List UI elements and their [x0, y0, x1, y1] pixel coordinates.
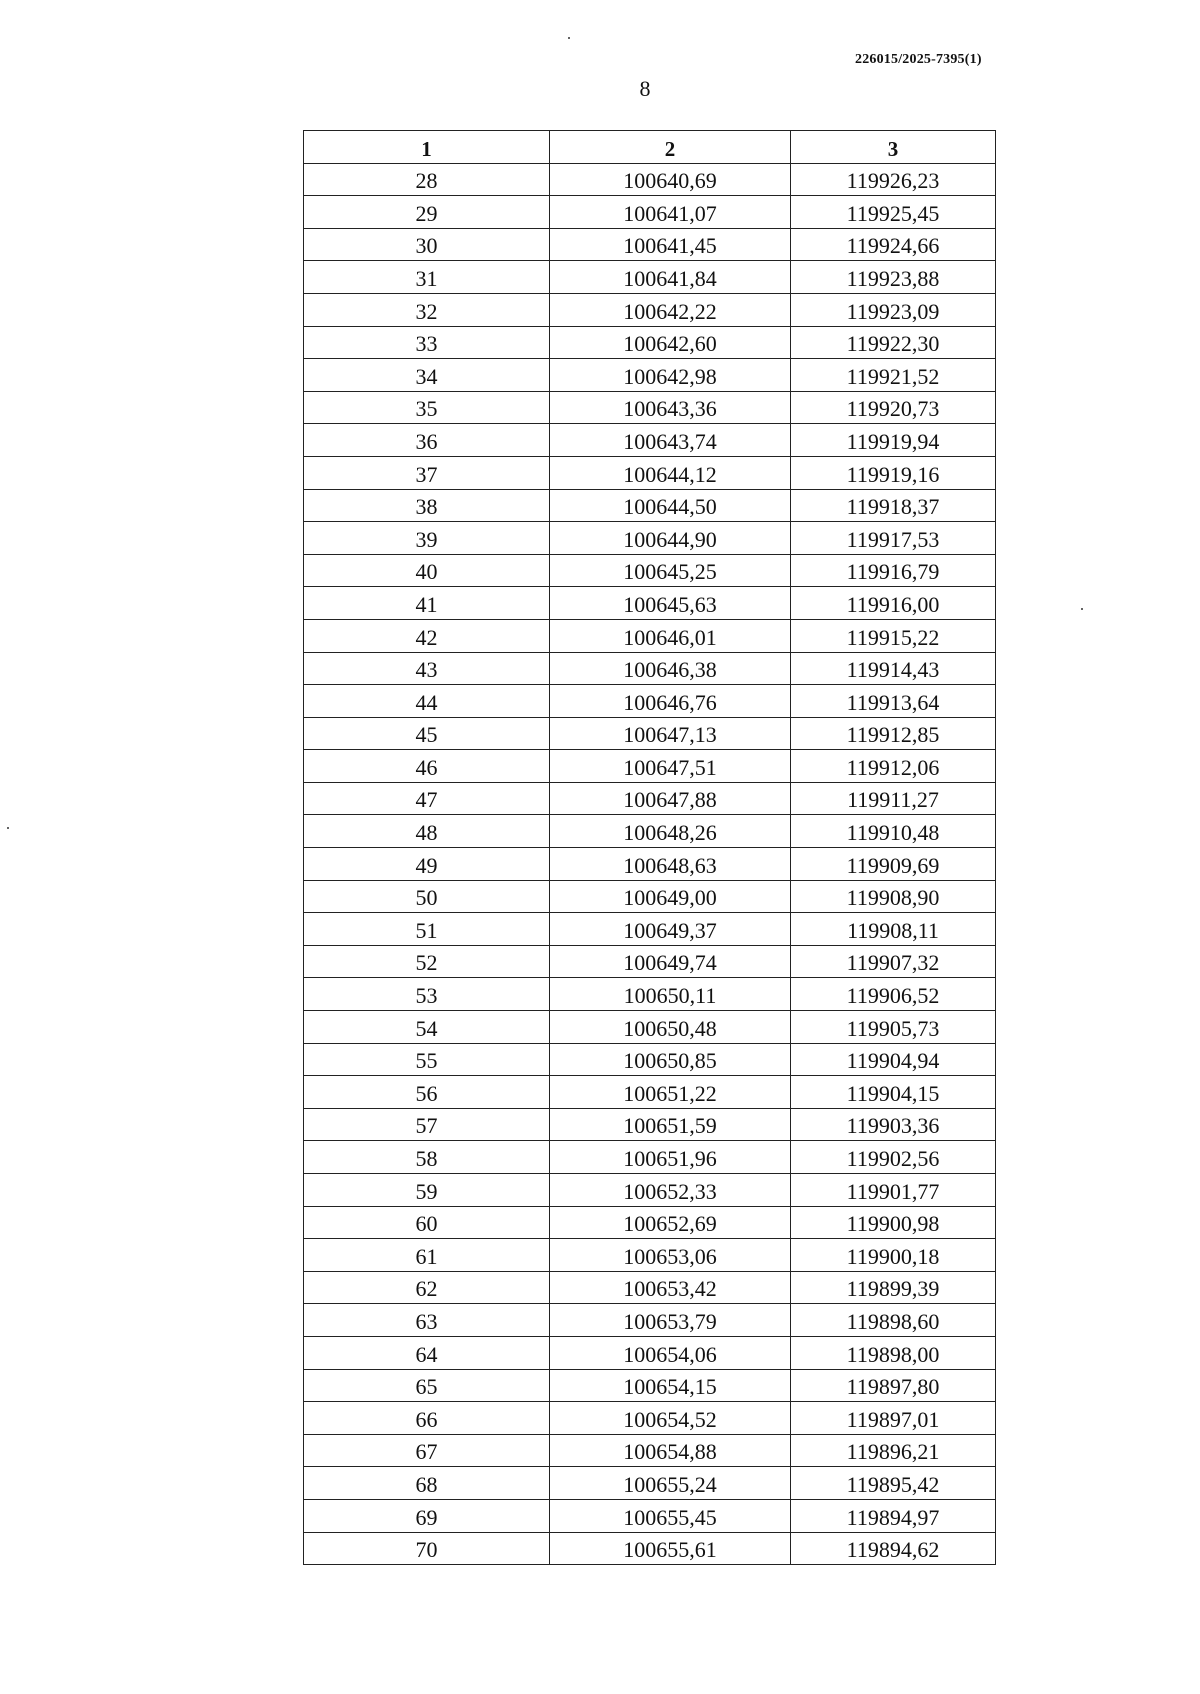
point-number-cell: 41: [304, 587, 550, 620]
table-row: [304, 391, 996, 424]
x-coordinate-cell: 100654,88: [550, 1434, 791, 1467]
x-coordinate-cell: 100649,74: [550, 945, 791, 978]
y-coordinate-cell: 119926,23: [791, 163, 996, 196]
column-header: 3: [791, 131, 996, 164]
x-coordinate-cell: 100641,45: [550, 228, 791, 261]
y-coordinate-cell: 119897,01: [791, 1402, 996, 1435]
table-row: [304, 1108, 996, 1141]
point-number-cell: 52: [304, 945, 550, 978]
table-row: [304, 424, 996, 457]
x-coordinate-cell: 100644,90: [550, 522, 791, 555]
point-number-cell: 38: [304, 489, 550, 522]
y-coordinate-cell: 119916,79: [791, 554, 996, 587]
point-number-cell: 42: [304, 619, 550, 652]
table-row: [304, 1434, 996, 1467]
point-number-cell: 66: [304, 1402, 550, 1435]
page-number: 8: [639, 76, 651, 101]
x-coordinate-cell: 100651,96: [550, 1141, 791, 1174]
x-coordinate-cell: 100646,38: [550, 652, 791, 685]
y-coordinate-cell: 119899,39: [791, 1271, 996, 1304]
column-header: 2: [550, 131, 791, 164]
table-row: [304, 978, 996, 1011]
y-coordinate-cell: 119904,15: [791, 1076, 996, 1109]
y-coordinate-cell: 119901,77: [791, 1174, 996, 1207]
x-coordinate-cell: 100641,07: [550, 196, 791, 229]
table-row: [304, 1271, 996, 1304]
table-row: [304, 1369, 996, 1402]
table-row: [304, 196, 996, 229]
table-row: [304, 782, 996, 815]
y-coordinate-cell: 119900,98: [791, 1206, 996, 1239]
document-number: 226015/2025-7395(1): [855, 52, 982, 67]
y-coordinate-cell: 119924,66: [791, 228, 996, 261]
point-number-cell: 51: [304, 913, 550, 946]
point-number-cell: 48: [304, 815, 550, 848]
y-coordinate-cell: 119921,52: [791, 359, 996, 392]
table-row: [304, 750, 996, 783]
x-coordinate-cell: 100642,98: [550, 359, 791, 392]
table-row: [304, 293, 996, 326]
x-coordinate-cell: 100642,60: [550, 326, 791, 359]
point-number-cell: 58: [304, 1141, 550, 1174]
x-coordinate-cell: 100651,59: [550, 1108, 791, 1141]
point-number-cell: 55: [304, 1043, 550, 1076]
table-row: [304, 913, 996, 946]
y-coordinate-cell: 119917,53: [791, 522, 996, 555]
table-row: [304, 652, 996, 685]
point-number-cell: 65: [304, 1369, 550, 1402]
y-coordinate-cell: 119908,90: [791, 880, 996, 913]
y-coordinate-cell: 119923,88: [791, 261, 996, 294]
point-number-cell: 40: [304, 554, 550, 587]
y-coordinate-cell: 119912,85: [791, 717, 996, 750]
point-number-cell: 37: [304, 456, 550, 489]
scan-speck: [568, 37, 570, 39]
table-row: [304, 1206, 996, 1239]
y-coordinate-cell: 119895,42: [791, 1467, 996, 1500]
table-row: [304, 848, 996, 881]
point-number-cell: 54: [304, 1011, 550, 1044]
x-coordinate-cell: 100645,63: [550, 587, 791, 620]
y-coordinate-cell: 119925,45: [791, 196, 996, 229]
y-coordinate-cell: 119923,09: [791, 293, 996, 326]
x-coordinate-cell: 100644,50: [550, 489, 791, 522]
x-coordinate-cell: 100650,11: [550, 978, 791, 1011]
y-coordinate-cell: 119903,36: [791, 1108, 996, 1141]
table-row: [304, 880, 996, 913]
point-number-cell: 34: [304, 359, 550, 392]
x-coordinate-cell: 100653,42: [550, 1271, 791, 1304]
y-coordinate-cell: 119905,73: [791, 1011, 996, 1044]
table-row: [304, 1499, 996, 1532]
point-number-cell: 47: [304, 782, 550, 815]
y-coordinate-cell: 119920,73: [791, 391, 996, 424]
table-row: [304, 1076, 996, 1109]
y-coordinate-cell: 119902,56: [791, 1141, 996, 1174]
point-number-cell: 29: [304, 196, 550, 229]
column-header: 1: [304, 131, 550, 164]
x-coordinate-cell: 100643,74: [550, 424, 791, 457]
x-coordinate-cell: 100646,01: [550, 619, 791, 652]
table-row: [304, 1141, 996, 1174]
y-coordinate-cell: 119915,22: [791, 619, 996, 652]
point-number-cell: 60: [304, 1206, 550, 1239]
table-body: [304, 163, 996, 1565]
point-number-cell: 50: [304, 880, 550, 913]
y-coordinate-cell: 119900,18: [791, 1239, 996, 1272]
point-number-cell: 32: [304, 293, 550, 326]
table-row: [304, 522, 996, 555]
point-number-cell: 68: [304, 1467, 550, 1500]
y-coordinate-cell: 119916,00: [791, 587, 996, 620]
x-coordinate-cell: 100653,06: [550, 1239, 791, 1272]
table-row: [304, 228, 996, 261]
y-coordinate-cell: 119894,62: [791, 1532, 996, 1565]
point-number-cell: 44: [304, 685, 550, 718]
point-number-cell: 59: [304, 1174, 550, 1207]
point-number-cell: 33: [304, 326, 550, 359]
x-coordinate-cell: 100655,24: [550, 1467, 791, 1500]
point-number-cell: 53: [304, 978, 550, 1011]
point-number-cell: 63: [304, 1304, 550, 1337]
table-row: [304, 326, 996, 359]
x-coordinate-cell: 100652,33: [550, 1174, 791, 1207]
y-coordinate-cell: 119911,27: [791, 782, 996, 815]
table-row: [304, 261, 996, 294]
table-row: [304, 359, 996, 392]
table-header-row: [304, 131, 996, 164]
table-row: [304, 1011, 996, 1044]
x-coordinate-cell: 100650,85: [550, 1043, 791, 1076]
point-number-cell: 49: [304, 848, 550, 881]
y-coordinate-cell: 119910,48: [791, 815, 996, 848]
y-coordinate-cell: 119894,97: [791, 1499, 996, 1532]
table-row: [304, 163, 996, 196]
point-number-cell: 69: [304, 1499, 550, 1532]
y-coordinate-cell: 119919,94: [791, 424, 996, 457]
point-number-cell: 35: [304, 391, 550, 424]
x-coordinate-cell: 100654,06: [550, 1336, 791, 1369]
table-row: [304, 945, 996, 978]
x-coordinate-cell: 100654,15: [550, 1369, 791, 1402]
point-number-cell: 57: [304, 1108, 550, 1141]
scan-speck: [7, 827, 9, 829]
y-coordinate-cell: 119913,64: [791, 685, 996, 718]
x-coordinate-cell: 100644,12: [550, 456, 791, 489]
table-row: [304, 1043, 996, 1076]
x-coordinate-cell: 100647,13: [550, 717, 791, 750]
x-coordinate-cell: 100648,63: [550, 848, 791, 881]
x-coordinate-cell: 100655,45: [550, 1499, 791, 1532]
table-row: [304, 717, 996, 750]
y-coordinate-cell: 119897,80: [791, 1369, 996, 1402]
table-row: [304, 1532, 996, 1565]
point-number-cell: 28: [304, 163, 550, 196]
coordinates-table: [303, 130, 996, 1565]
x-coordinate-cell: 100649,37: [550, 913, 791, 946]
table-row: [304, 685, 996, 718]
x-coordinate-cell: 100655,61: [550, 1532, 791, 1565]
x-coordinate-cell: 100647,88: [550, 782, 791, 815]
x-coordinate-cell: 100646,76: [550, 685, 791, 718]
x-coordinate-cell: 100647,51: [550, 750, 791, 783]
table-row: [304, 1467, 996, 1500]
y-coordinate-cell: 119909,69: [791, 848, 996, 881]
table-row: [304, 1336, 996, 1369]
table-row: [304, 1174, 996, 1207]
point-number-cell: 30: [304, 228, 550, 261]
point-number-cell: 64: [304, 1336, 550, 1369]
x-coordinate-cell: 100654,52: [550, 1402, 791, 1435]
x-coordinate-cell: 100640,69: [550, 163, 791, 196]
table-row: [304, 456, 996, 489]
y-coordinate-cell: 119922,30: [791, 326, 996, 359]
x-coordinate-cell: 100645,25: [550, 554, 791, 587]
table-row: [304, 619, 996, 652]
point-number-cell: 45: [304, 717, 550, 750]
y-coordinate-cell: 119918,37: [791, 489, 996, 522]
point-number-cell: 36: [304, 424, 550, 457]
y-coordinate-cell: 119904,94: [791, 1043, 996, 1076]
x-coordinate-cell: 100649,00: [550, 880, 791, 913]
point-number-cell: 67: [304, 1434, 550, 1467]
point-number-cell: 62: [304, 1271, 550, 1304]
y-coordinate-cell: 119906,52: [791, 978, 996, 1011]
y-coordinate-cell: 119896,21: [791, 1434, 996, 1467]
x-coordinate-cell: 100643,36: [550, 391, 791, 424]
table-row: [304, 1304, 996, 1337]
table-row: [304, 1402, 996, 1435]
point-number-cell: 31: [304, 261, 550, 294]
x-coordinate-cell: 100653,79: [550, 1304, 791, 1337]
point-number-cell: 43: [304, 652, 550, 685]
x-coordinate-cell: 100641,84: [550, 261, 791, 294]
scan-speck: [1081, 608, 1083, 610]
table-row: [304, 587, 996, 620]
table-row: [304, 1239, 996, 1272]
y-coordinate-cell: 119912,06: [791, 750, 996, 783]
x-coordinate-cell: 100650,48: [550, 1011, 791, 1044]
point-number-cell: 56: [304, 1076, 550, 1109]
x-coordinate-cell: 100651,22: [550, 1076, 791, 1109]
point-number-cell: 70: [304, 1532, 550, 1565]
y-coordinate-cell: 119908,11: [791, 913, 996, 946]
y-coordinate-cell: 119914,43: [791, 652, 996, 685]
y-coordinate-cell: 119898,60: [791, 1304, 996, 1337]
table-row: [304, 489, 996, 522]
table-row: [304, 815, 996, 848]
point-number-cell: 46: [304, 750, 550, 783]
point-number-cell: 61: [304, 1239, 550, 1272]
y-coordinate-cell: 119898,00: [791, 1336, 996, 1369]
point-number-cell: 39: [304, 522, 550, 555]
y-coordinate-cell: 119919,16: [791, 456, 996, 489]
x-coordinate-cell: 100642,22: [550, 293, 791, 326]
table-row: [304, 554, 996, 587]
x-coordinate-cell: 100648,26: [550, 815, 791, 848]
y-coordinate-cell: 119907,32: [791, 945, 996, 978]
x-coordinate-cell: 100652,69: [550, 1206, 791, 1239]
